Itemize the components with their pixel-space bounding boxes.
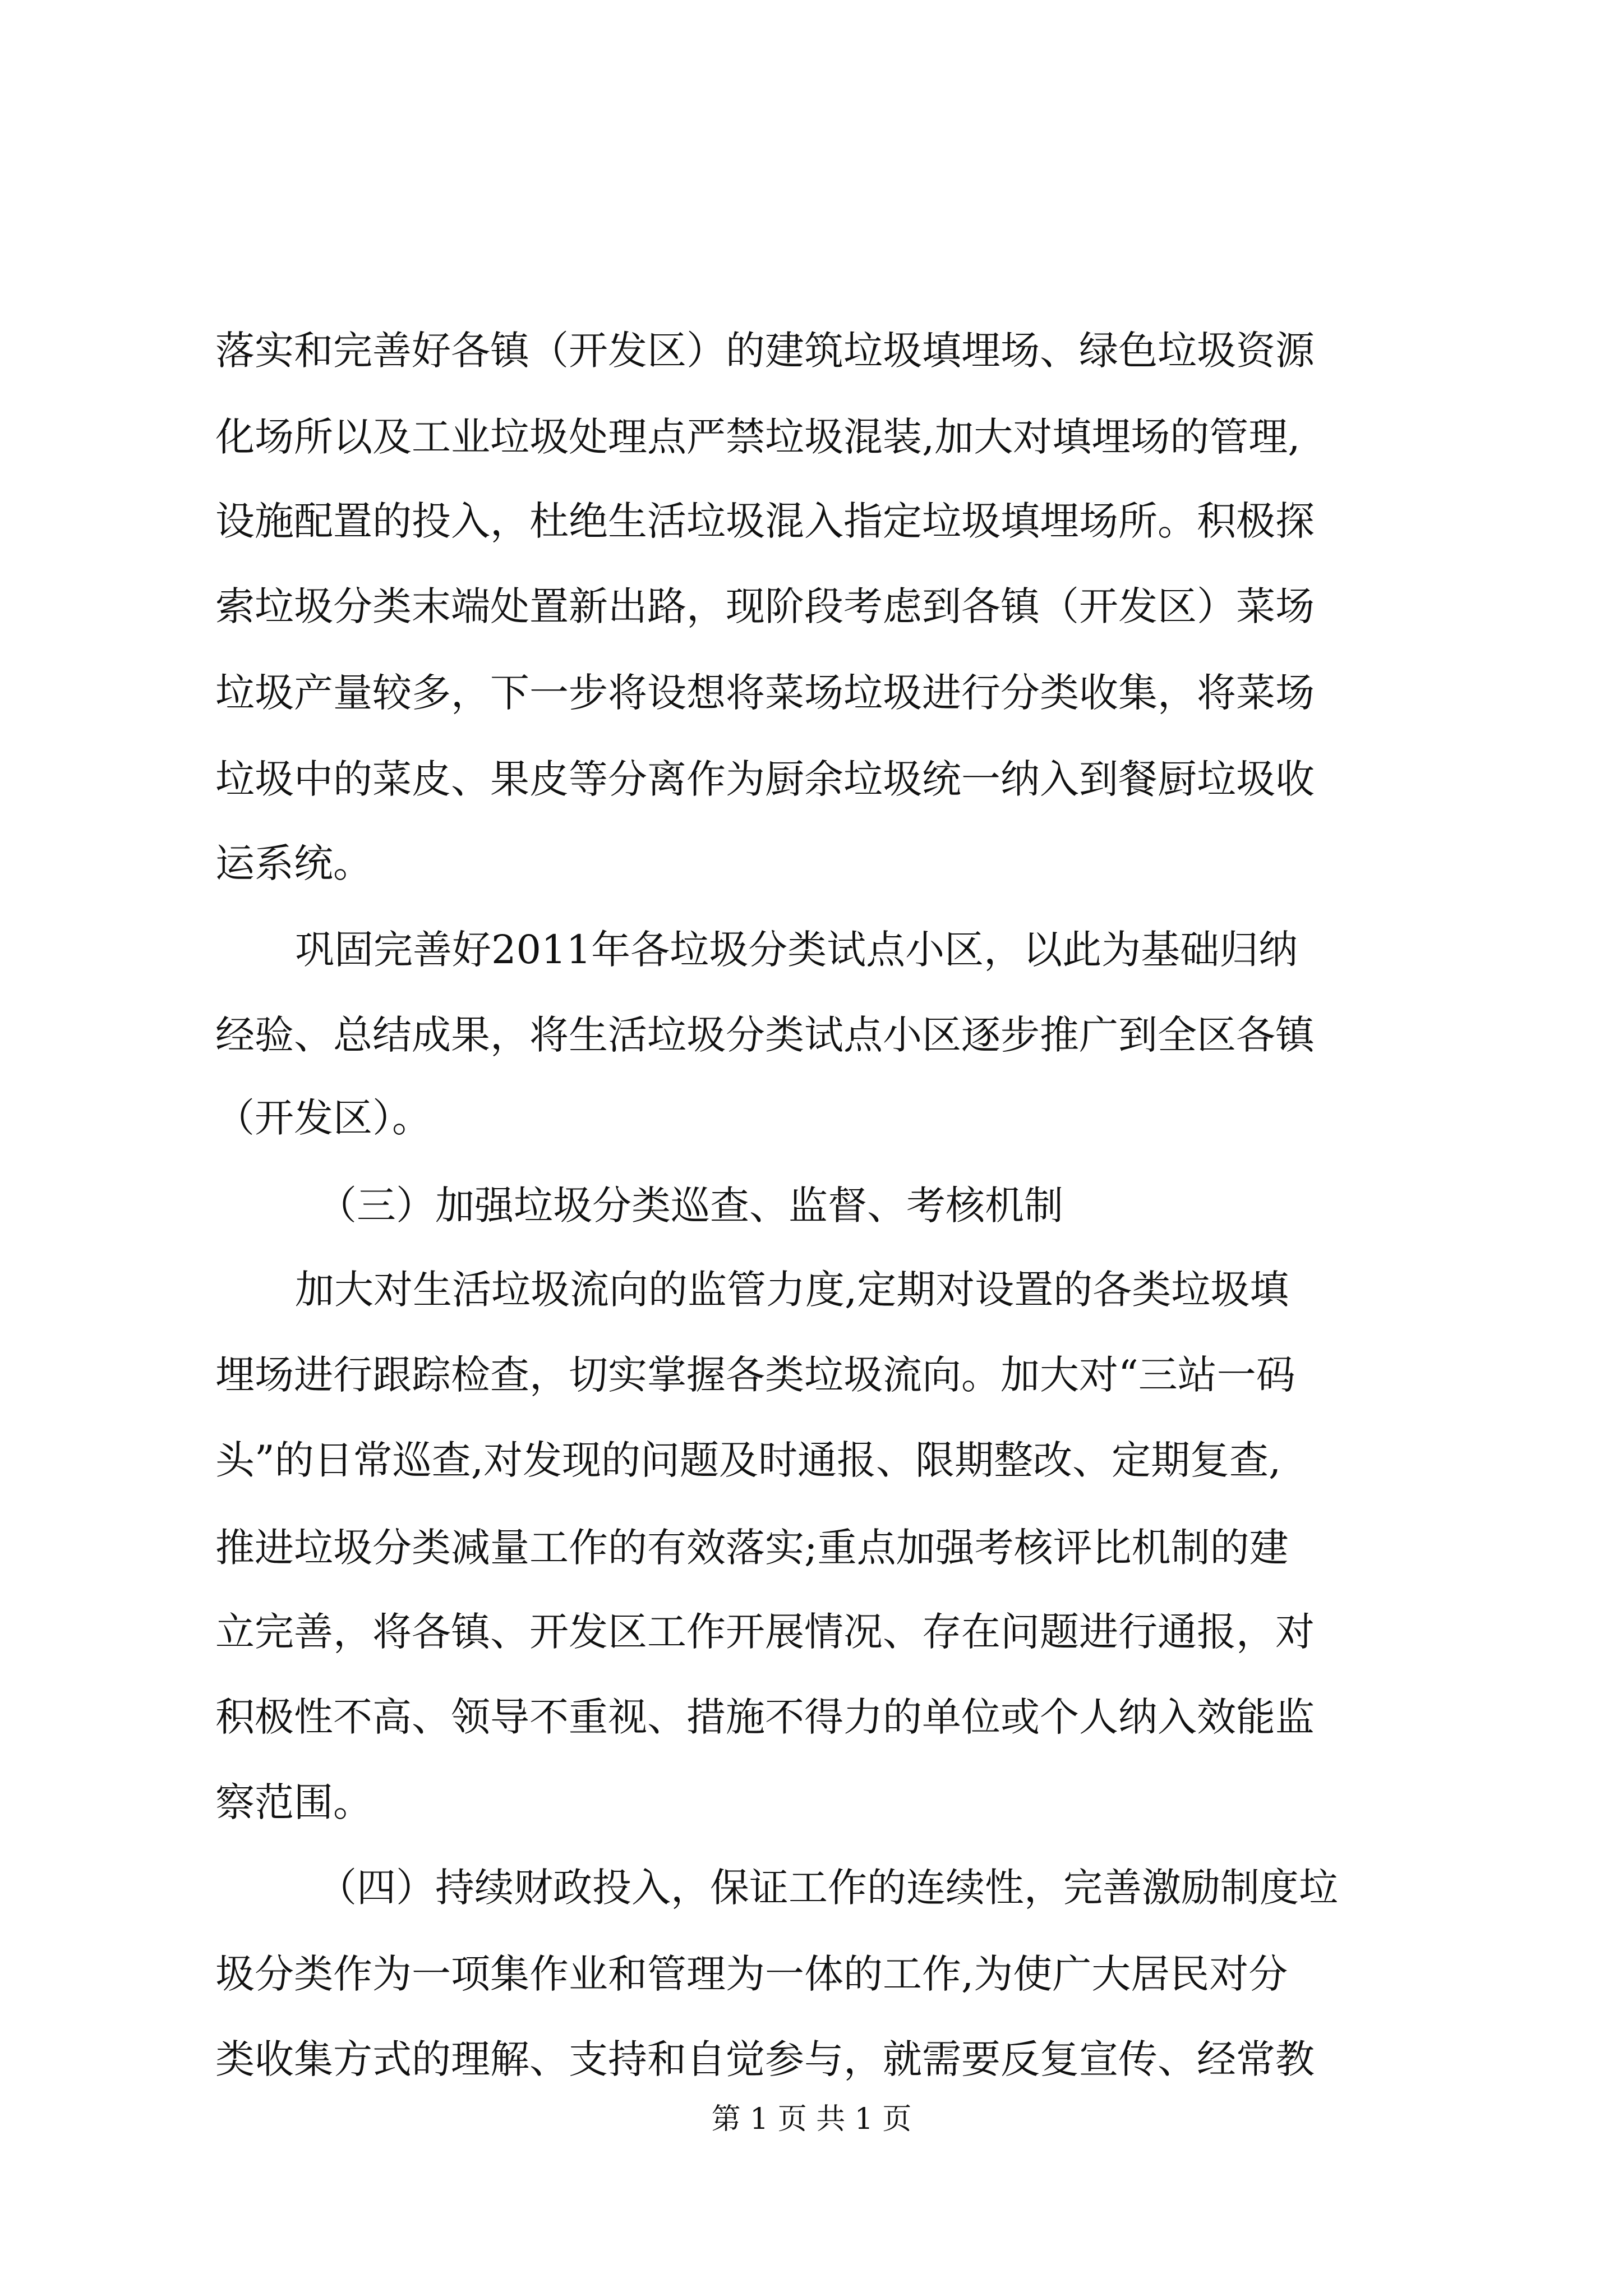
paragraph-line: （开发区）。 — [215, 1095, 431, 1141]
paragraph-line: 类收集方式的理解、支持和自觉参与，就需要反复宣传、经常教 — [215, 2036, 1315, 2082]
page-footer: 第 1 页 共 1 页 — [711, 2102, 912, 2136]
paragraph-line: （四）持续财政投入，保证工作的连续性，完善激励制度垃 — [317, 1865, 1338, 1911]
paragraph-line: 运系统。 — [215, 840, 372, 886]
paragraph-line: 圾分类作为一项集作业和管理为一体的工作,为使广大居民对分 — [215, 1951, 1288, 1997]
paragraph-line: 头”的日常巡查,对发现的问题及时通报、限期整改、定期复查, — [215, 1437, 1281, 1483]
section-heading: （三）加强垃圾分类巡查、监督、考核机制 — [317, 1182, 1063, 1228]
paragraph-line: 积极性不高、领导不重视、措施不得力的单位或个人纳入效能监 — [215, 1694, 1315, 1740]
paragraph-line: 察范围。 — [215, 1779, 372, 1825]
paragraph-line: 推进垃圾分类减量工作的有效落实;重点加强考核评比机制的建 — [215, 1525, 1289, 1571]
paragraph-line: 化场所以及工业垃圾处理点严禁垃圾混装,加大对填埋场的管理, — [215, 414, 1301, 460]
paragraph-line: 垃圾中的菜皮、果皮等分离作为厨余垃圾统一纳入到餐厨垃圾收 — [215, 756, 1315, 802]
paragraph-line: 垃圾产量较多，下一步将设想将菜场垃圾进行分类收集，将菜场 — [215, 670, 1315, 716]
paragraph-line: 埋场进行跟踪检查，切实掌握各类垃圾流向。加大对“三站一码 — [215, 1352, 1295, 1398]
paragraph-line: 巩固完善好2011年各垃圾分类试点小区，以此为基础归纳 — [295, 927, 1298, 973]
paragraph-line: 设施配置的投入，杜绝生活垃圾混入指定垃圾填埋场所。积极探 — [215, 498, 1315, 544]
paragraph-line: 索垃圾分类末端处置新出路，现阶段考虑到各镇（开发区）菜场 — [215, 583, 1315, 629]
paragraph-line: 经验、总结成果，将生活垃圾分类试点小区逐步推广到全区各镇 — [215, 1012, 1315, 1058]
paragraph-line: 落实和完善好各镇（开发区）的建筑垃圾填埋场、绿色垃圾资源 — [215, 328, 1315, 374]
paragraph-line: 加大对生活垃圾流向的监管力度,定期对设置的各类垃圾填 — [295, 1267, 1289, 1313]
paragraph-line: 立完善，将各镇、开发区工作开展情况、存在问题进行通报，对 — [215, 1609, 1315, 1655]
